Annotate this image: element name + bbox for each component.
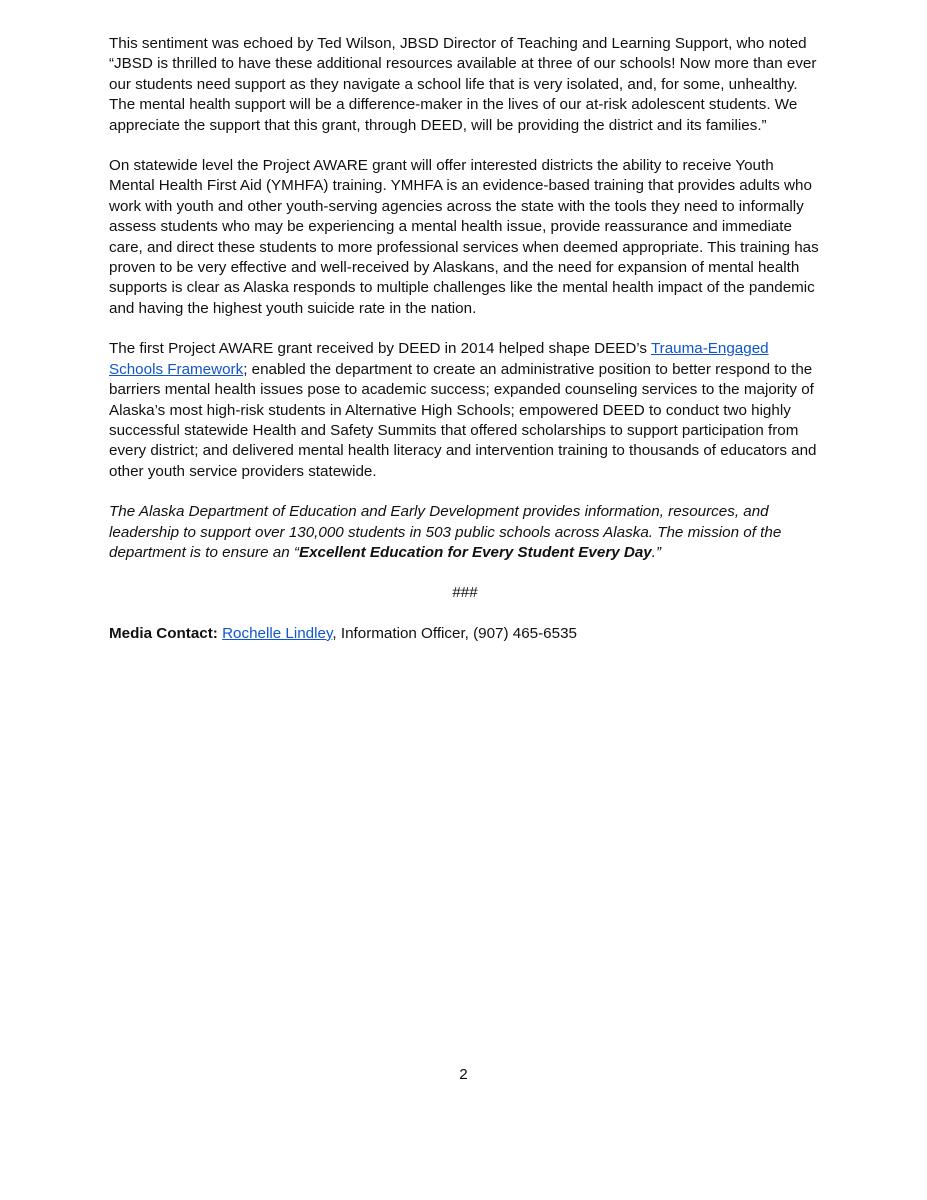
media-contact-label: Media Contact: bbox=[109, 624, 218, 642]
media-contact bbox=[109, 624, 821, 644]
paragraph-wilson-quote: This sentiment was echoed by Ted Wilson, JBSD Director of Teaching and Learning Support, who noted “JBSD is thrilled to have these additional resources available at three of our schools! Now more than ever our students need support as they navigate a school life that is very isolated, and, for some, unhealthy. The mental health support will be a difference-maker in the lives of our at-risk adolescent students. We appreciate the support that this grant, through DEED, will be providing the district and its families.” bbox=[109, 35, 817, 134]
media-contact-name-link[interactable]: Rochelle Lindley bbox=[222, 624, 333, 642]
media-contact-details: , Information Officer, (907) 465-6535 bbox=[332, 624, 577, 642]
first-grant-text-start: The first Project AWARE grant received by DEED in 2014 helped shape DEED’s bbox=[109, 340, 651, 358]
end-mark: ### bbox=[452, 584, 478, 602]
first-grant-text-end: ; enabled the department to create an administrative position to better respond to the barriers mental health issues pose to academic success; expanded counseling services to the majority of Alaska’s most high-risk students in Alternative High Schools; empowered DEED to conduct two highly successful statewide Health and Safety Summits that offered scholarships to support participation from every district; and delivered mental health literacy and intervention training to thousands of educators and other youth service providers statewide. bbox=[109, 360, 817, 480]
document-body bbox=[109, 34, 821, 664]
mission-bold-text: Excellent Education for Every Student Every Day bbox=[298, 543, 652, 561]
page-number: 2 bbox=[459, 1066, 468, 1083]
paragraph-department-mission bbox=[109, 502, 821, 563]
mission-text-end: .” bbox=[651, 543, 662, 561]
paragraph-ymhfa: On statewide level the Project AWARE grant will offer interested districts the ability to receive Youth Mental Health First Aid (YMHFA) training. YMHFA is an evidence-based training that provides adults who work with youth and other youth-serving agencies across the state with the tools they need to informally assess students who may be experiencing a mental health issue, provide reassurance and immediate care, and direct these students to more professional services when deemed appropriate. This training has proven to be very effective and well-received by Alaskans, and the need for expansion of mental health supports is clear as Alaska responds to multiple challenges like the mental health impact of the pandemic and having the highest youth suicide rate in the nation. bbox=[109, 157, 819, 317]
mission-text: The Alaska Department of Education and Early Development provides information, resources, and leadership to support over 130,000 students in 503 public schools across Alaska. The mission of the department is to ensure an “ bbox=[109, 503, 782, 561]
paragraph-first-grant bbox=[109, 339, 821, 482]
trauma-engaged-framework-link[interactable]: Trauma-Engaged Schools Framework bbox=[109, 340, 769, 378]
